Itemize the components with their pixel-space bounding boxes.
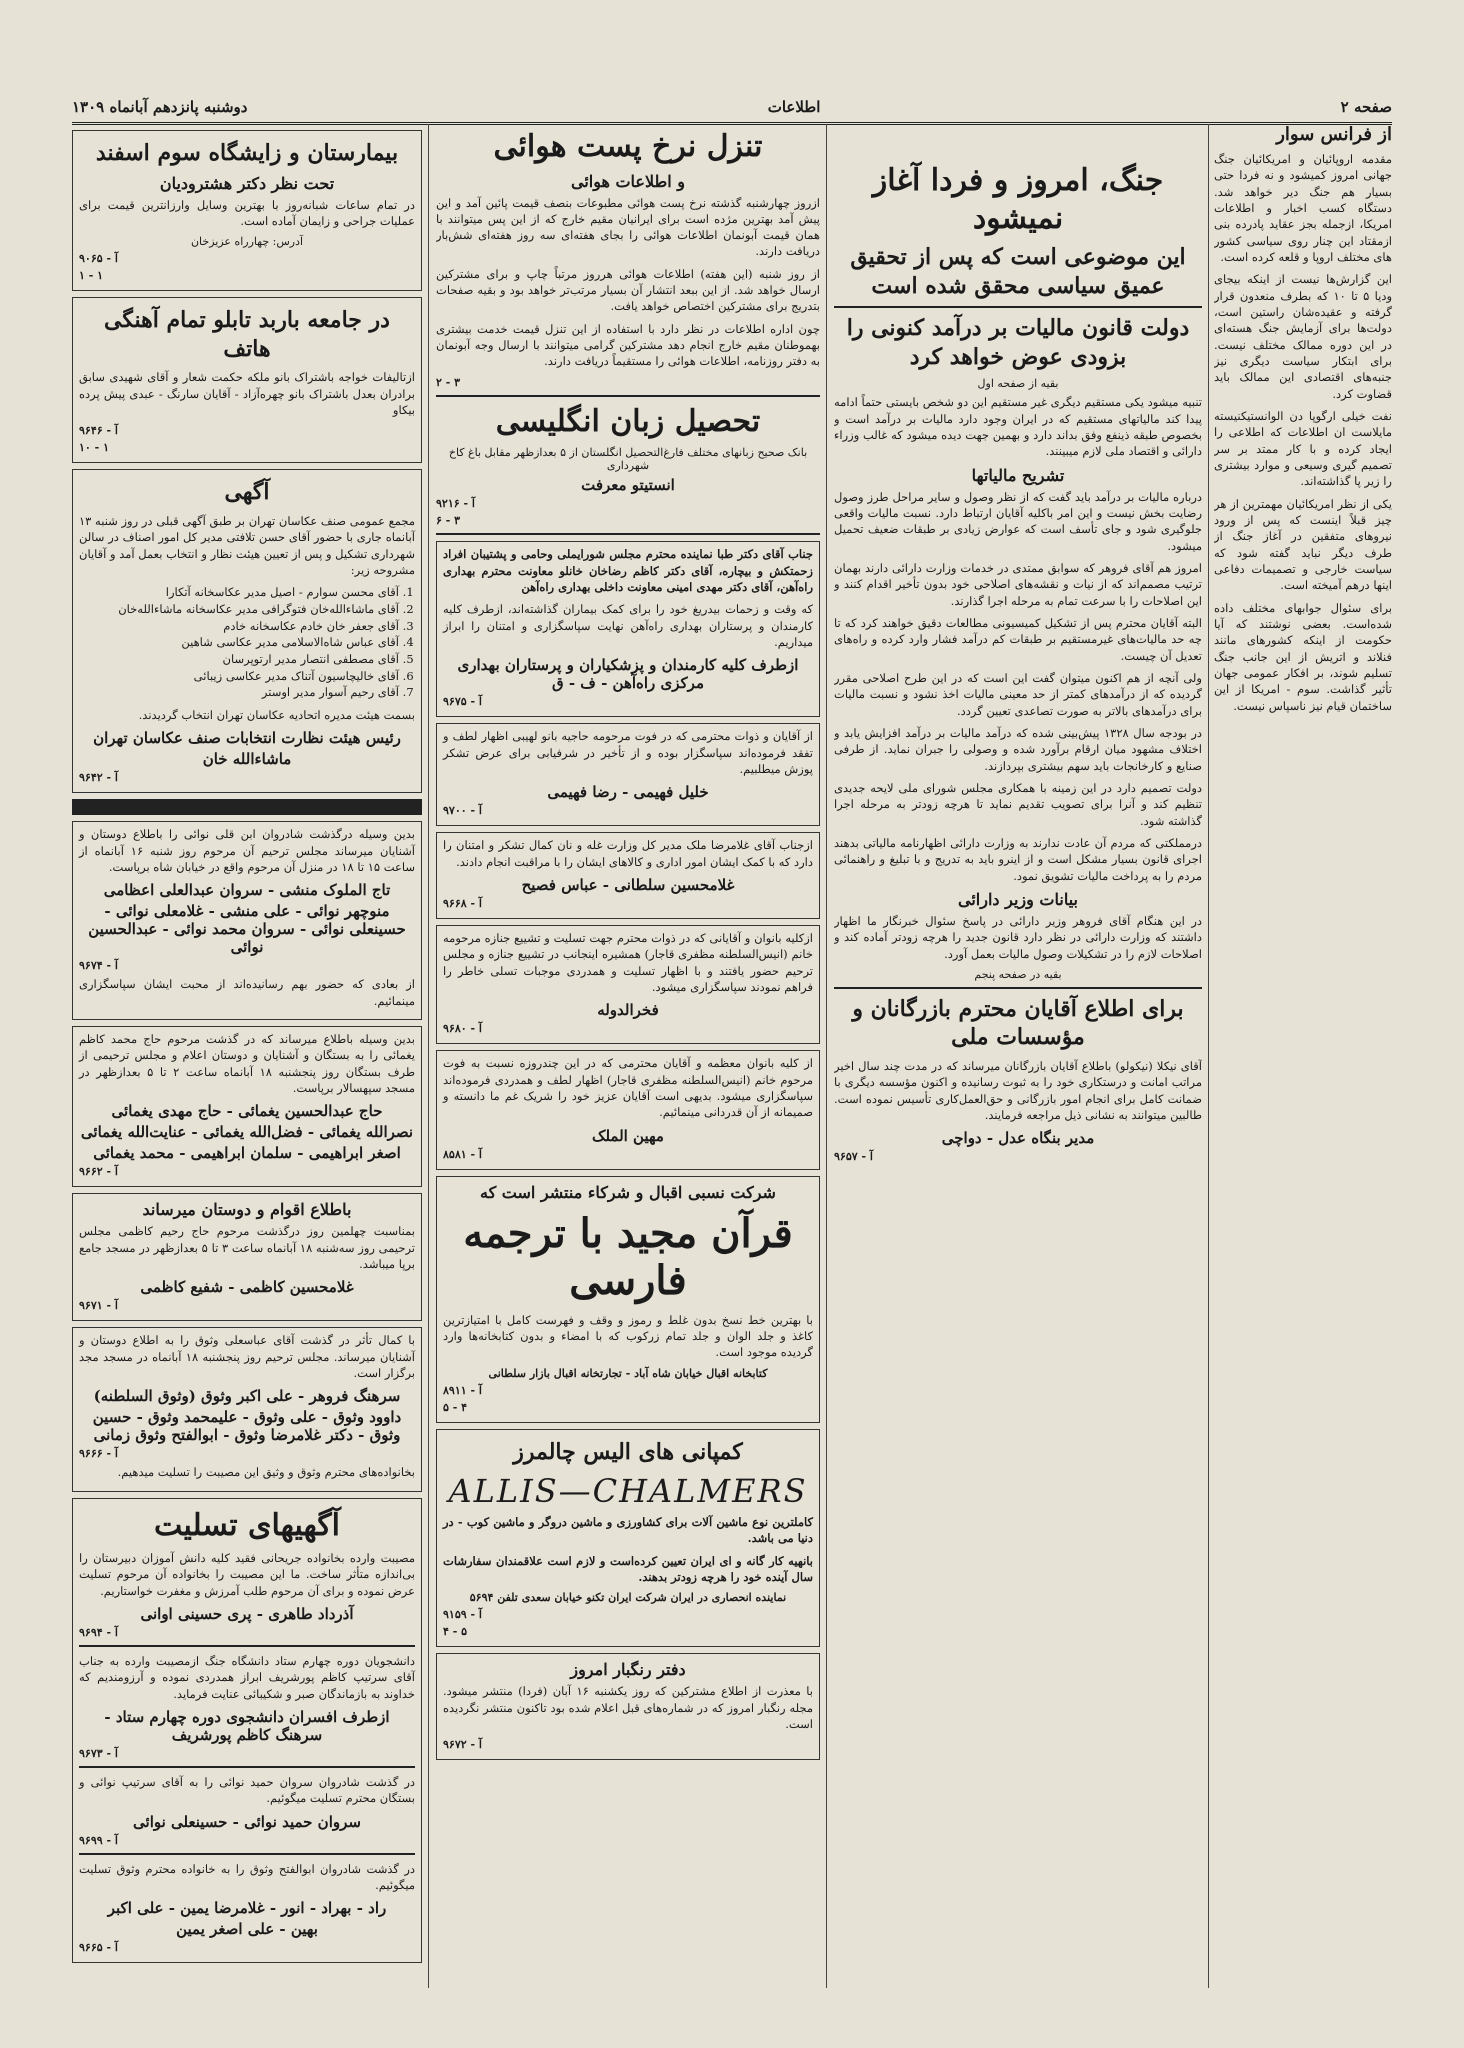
list-item: 1. آقای محسن سوارم ‑ اصیل مدیر عکاسخانه آتکارا xyxy=(79,584,399,601)
notice-signature: تاج الملوک منشی ‑ سروان عبدالعلی اعظامی xyxy=(103,881,391,900)
headline-tax: دولت قانون مالیات بر درآمد کنونی را بزودی عوض خواهد کرد xyxy=(846,315,1190,370)
tax-continued: بقیه از صفحه اول xyxy=(977,377,1059,391)
list-item: 2. آقای ماشاءالله‌خان فتوگرافی مدیر عکاسخانه ماشاءالله‌خان xyxy=(79,601,399,618)
notice-signature: ماشاءالله خان xyxy=(202,750,292,769)
notice-signature: سروان حمید نوائی ‑ حسینعلی نوائی xyxy=(133,1812,361,1831)
music-association-ad xyxy=(72,297,422,463)
notice-paragraph: ازکلیه بانوان و آقایانی که در ذوات محترم جهت تسلیت و تشییع جنازه مرحومه خانم (انیس‌السلطنه مظفری قاجار) همشیره اینجانب در تشییع جنازه و مجلس ترحیم حضور یافتند و با اظهار تسلیت و همدردی موجبات تسلی خاطر را فراهم نمودند سپاسگزاری میشود. xyxy=(443,930,813,994)
association-headline: در جامعه باربد تابلو تمام آهنگی هاتف xyxy=(104,307,390,362)
hospital-address: آدرس: چهارراه عزیزخان xyxy=(190,235,304,249)
ad-number: آ ‑ ۹۶۶۲ xyxy=(79,1165,118,1179)
column-rule xyxy=(826,124,827,1988)
column-rule xyxy=(1208,124,1209,1988)
ad-number: آ ‑ ۹۲۱۶ xyxy=(436,497,475,511)
column-rule xyxy=(428,124,429,1988)
notice-paragraph: مصیبت وارده بخانواده ‌جریحانی فقید کلیه دانش آموزان دبیرستان را بی‌اندازه متأثر ساخت. ما این مصیبت را بخانواده آن مرحوم تسلیت عرض نموده و برای آن مرحوم طلب آمرزش و مغفرت خواستاریم. xyxy=(79,1551,415,1598)
sympathy-headline: آگهیهای تسلیت xyxy=(154,1507,340,1543)
thanks-notice xyxy=(436,832,820,919)
ad-number: آ ‑ ۸۵۸۱ xyxy=(443,1147,482,1161)
quran-title: قرآن مجید با ترجمه فارسی xyxy=(463,1209,793,1304)
ad-number: آ ‑ ۹۶۹۴ xyxy=(79,1626,118,1640)
notice-signature: داوود وثوق ‑ علی وثوق ‑ علیمحمد وثوق ‑ حسین وثوق ‑ دکتر غلامرضا وثوق ‑ ابوالفتح وثوق زمانی xyxy=(92,1408,402,1445)
ad-paragraph: در تمام ساعات شبانه‌روز با بهترین وسایل وارزانترین قیمت برای عملیات جراحی و زایمان آماده است. xyxy=(79,197,415,228)
masthead-date: دوشنبه پانزدهم آبانماه ۱۳۰۹ xyxy=(72,98,248,116)
condolence-notice xyxy=(72,821,422,1020)
ad-paragraph: آقای نیکلا (نیکولو) باطلاع آقایان بازرگانان میرساند که در مدت چند سال اخیر مراتب امانت و درستکاری خود را به ثبوت رسانیده و اکنون مؤسسه دیگری با ضمانت کامل برای انجام امور بازرگانی و حق‌العمل‌کاری تأسیس نموده است. طالبین میتوانند به نشانی ذیل مراجعه فرمایند. xyxy=(834,1059,1202,1123)
subhead-tax-explained: تشریح مالیاتها xyxy=(971,465,1065,485)
column-main-news xyxy=(834,124,1202,1988)
headline-merchants: برای اطلاع آقایان محترم بازرگانان و مؤسسات ملی xyxy=(852,995,1184,1051)
article-paragraph: از روز شنبه (این هفته) اطلاعات هوائی هرروز مرتباً چاپ و برای مشترکین ارسال خواهد شد. از این ببعد انتشار آن بسیار مرتب‌تر خواهد بود و بقیه صفحات بتدریج برای مشترکین اختصاص خواهد یافت. xyxy=(436,266,820,314)
ad-number: آ ‑ ۹۶۴۶ xyxy=(79,424,118,438)
article-paragraph: چون اداره اطلاعات در نظر دارد با استفاده از این تنزل قیمت خدمت بیشتری بهموطنان مقیم خارج انجام دهد مشترکین گرامی میتوانند با ارسال وجه آبونمان به دفتر روزنامه، اطلاعات هوائی را مستقیماً دریافت دارند. xyxy=(436,321,820,369)
ad-number: ۵ ‑ ۴ xyxy=(443,1625,468,1639)
notice-paragraph: از کلیه بانوان معظمه و آقایان محترمی که در این چندروزه نسبت به فوت مرحوم خانم (انیس‌السلطنه مظفری قاجار) اظهار لطف و همدردی فرموده‌اند سپاسگزاری میشود. بدیهی است آقایان عزیز خود را شریک غم ما دانسته و صمیمانه از آن قدردانی مینمائیم. xyxy=(443,1056,813,1120)
continued-note: بقیه در صفحه پنجم xyxy=(974,967,1062,981)
english-institute: انستیتو معرفت xyxy=(581,476,675,495)
allis-logo-text: ALLIS—CHALMERS xyxy=(448,1472,808,1511)
headline-war: جنگ، امروز و فردا آغاز نمیشود xyxy=(872,163,1164,236)
ad-number: آ ‑ ۹۶۵۷ xyxy=(834,1150,873,1164)
subhead-war: این موضوعی است که پس از تحقیق عمیق سیاسی محقق شده است xyxy=(850,244,1186,299)
ad-number: ۴ ‑ ۵ xyxy=(443,1400,468,1414)
list-item: 6. آقای خالیچاسیون آتناک مدیر عکاسی زیبائی xyxy=(79,668,399,685)
ad-number: آ ‑ ۹۶۸۰ xyxy=(443,1022,482,1036)
column-notices xyxy=(72,124,422,1988)
ad-paragraph: ازتالیفات خواجه باشتراک بانو ملکه حکمت شعار و آقای شهیدی سابق برادران بعدل باشتراک بانو چهره‌آزاد ‑ آقایان سارنگ ‑ عبدی پیش پرده بیکاو xyxy=(79,370,415,418)
notice-paragraph: در گذشت شادروان ابوالفتح وثوق را به خانواده محترم وثوق تسلیت میگوئیم. xyxy=(79,1861,415,1893)
allis-agent: نماینده انحصاری در ایران شرکت ایران تکنو خیابان سعدی تلفن ۵۶۹۴ xyxy=(469,1591,787,1605)
headline-airmail: تنزل نرخ پست هوائی xyxy=(493,129,763,164)
condolence-notice xyxy=(72,1193,422,1321)
ad-number: آ ‑ ۸۹۱۱ xyxy=(443,1383,482,1397)
notice-signature: بهین ‑ علی اصغر یمین xyxy=(176,1920,318,1939)
divider xyxy=(79,1645,415,1647)
notice-paragraph: جناب آقای دکتر طبا نماینده محترم مجلس شورایملی وحامی و پشتیبان افراد زحمتکش و بیچاره، آقای دکتر کاظم رضاخان خانلو معاونت محترم بهداری راه‌آهن، آقای دکتر مهدی امینی معاونت داخلی بهداری راه‌آهن xyxy=(443,547,813,594)
column-kicker: از فرانس سوار xyxy=(1276,124,1392,145)
notice-paragraph: بدین وسیله درگذشت شادروان ابن قلی نوائی را باطلاع دوستان و آشنایان میرساند مجلس ترحیم آن مرحوم روز شنبه ۱۶ آبانماه از ساعت ۱۵ تا ۱۸ در منزل آن مرحوم واقع در خیابان شاه برپاست. xyxy=(79,827,415,875)
article-paragraph: درمملکتی که مردم آن عادت ندارند به وزارت دارائی اظهارنامه مالیاتی بدهند اجرای قانون بسیار مشکل است و از اینرو باید به تدریج و با تبلیغ و راهنمائی مردم را به پرداخت مالیات تشویق نمود. xyxy=(834,835,1202,883)
headline-english: تحصیل زبان انگلیسی xyxy=(495,403,761,439)
hospital-supervisor: تحت نظر دکتر هشترودیان xyxy=(159,173,335,193)
photographers-notice xyxy=(72,469,422,793)
ad-number: ۱ ‑ ۱۰ xyxy=(79,441,109,455)
ad-number: آ ‑ ۹۱۵۹ xyxy=(443,1608,482,1622)
article-paragraph: ولی آنچه از هم اکنون میتوان گفت این است که در این طرح اصلاحی مقرر گردیده که از درآمدهای کمتر از حد معینی مالیات اخذ نشود و نسبت مالیات برای درآمدهای بالاتر به صورت تصاعدی تعیین گردد. xyxy=(834,670,1202,718)
quran-ad xyxy=(436,1176,820,1423)
ad-number: ۱ ‑ ۱ xyxy=(79,269,104,283)
notice-headline: باطلاع اقوام و دوستان میرساند xyxy=(142,1200,352,1220)
article-paragraph: در بودجه سال ۱۳۲۸ پیش‌بینی شده که درآمد مالیات بر درآمد افزایش یابد و اختلاف مشهود میان ارقام برآورد شده و وصولی را جبران نماید. از طرفی صنایع و کارخانجات باید سهم بیشتری بپردازند. xyxy=(834,725,1202,773)
ad-paragraph: بانهیه کار گانه و ای ایران تعیین کرده‌است و لازم است علاقمندان سفارشات سال آینده خود را هرچه زودتر بدهند. xyxy=(443,1553,813,1585)
thanks-notice xyxy=(436,541,820,717)
notice-signature: ازطرف کلیه کارمندان و پزشکیاران و پرستاران بهداری مرکزی راه‌آهن ‑ ف ‑ ق xyxy=(457,656,799,693)
rangbar-headline: دفتر رنگبار امروز xyxy=(570,1660,686,1680)
article-paragraph: درباره مالیات بر درآمد باید گفت که از نظر وصول و سایر مراحل طرز وصول رضایت بخش نیست و این امر باکلیه آقایان ارتباط دارد. نسبت مالیات واقعی جلوگیری شود و جای تأسف است که عوارض زیادی بر طبقات ضعیف تحمیل میشود. xyxy=(834,489,1202,553)
notice-paragraph: از آقایان و ذوات محترمی که در فوت مرحومه حاجیه بانو لهیبی اظهار لطف و تفقد فرموده‌اند سپاسگزار بوده و از تأخیر در شرفیابی برای عرض تشکر پوزش میطلبیم. xyxy=(443,729,813,776)
divider xyxy=(834,987,1202,989)
notice-paragraph: با معذرت از اطلاع مشترکین که روز یکشنبه ۱۶ آبان (فردا) منتشر میشود. مجله رنگبار امروز که در شماره‌های قبل اعلام شده بود تاکنون منتشر نگردیده است. xyxy=(443,1684,813,1732)
notice-signature: مهین الملک xyxy=(592,1126,664,1145)
ad-paragraph: با بهترین خط نسخ بدون غلط و رموز و وقف و فهرست کامل با امتیازترین کاغذ و جلد الوان و جلد تمام زرکوب که با امضاء و بدون کتابخانه‌ها وارد گردیده موجود است. xyxy=(443,1312,813,1360)
notice-paragraph: مجمع عمومی صنف عکاسان تهران بر طبق آگهی قبلی در روز شنبه ۱۳ آبانماه جاری با حضور آقای حسن تلافتی مدیر کل امور اصناف در سالن شهرداری تشکیل و پس از تعیین هیئت نظار و انتخاب بعمل آمد و آقایان مشروحه زیر: xyxy=(79,514,415,577)
masthead xyxy=(72,96,1392,125)
english-ad-text: بانک صحیح زبانهای مختلف فارغ‌التحصیل انگلستان از ۵ بعدازظهر مقابل باغ کاخ شهرداری xyxy=(448,446,808,473)
notice-signature: فخرالدوله xyxy=(597,1001,659,1020)
divider xyxy=(79,1766,415,1768)
masthead-page: صفحه ۲ xyxy=(1340,98,1392,116)
list-item: 7. آقای رحیم آسوار مدیر اوستر xyxy=(79,684,399,701)
article-paragraph: البته آقایان محترم پس از تشکیل کمیسیونی مطالعات دقیق خواهند کرد که تا چه حد مالیات‌های غیرمستقیم بر طبقات کم درآمد فشار وارد کرده و راه‌های تعدیل آن چیست. xyxy=(834,615,1202,663)
notice-signature: حاج عبدالحسین یغمائی ‑ حاج مهدی یغمائی xyxy=(111,1102,383,1121)
notice-paragraph: از بعادی که حضور بهم رسانیده‌اند از محبت ایشان سپاسگزاری مینمائیم. xyxy=(79,977,415,1008)
notice-signature: رئیس هیئت نظارت انتخابات صنف عکاسان تهران xyxy=(93,729,401,748)
notice-signature: نصرالله یغمائی ‑ فضل‌الله یغمائی ‑ عنایت‌الله یغمائی xyxy=(80,1123,414,1142)
masthead-title: اطلاعات xyxy=(767,98,821,116)
thanks-notice xyxy=(436,723,820,826)
notice-paragraph: که وقت و زحمات بیدریغ خود را برای کمک بیماران گذاشته‌اند، ازطرف کلیه کارمندان و پرستاران بهداری راه‌آهن نهایت سپاسگزاری و امتنان را ابراز میداریم. xyxy=(443,602,813,649)
article-paragraph: مقدمه اروپائیان و امریکائیان جنگ جهانی امروز کمیشود و نه فردا حتی بسیار هم جنگ دیر خواهد شد. دستگاه کسب اخبار و اطلاعات امریکا، ازجمله بجز عقاید پادرده بنی ازمقتاد این چنار روی سیاسی کشور های مختلف اروپا و قلعه کرده است. xyxy=(1214,152,1392,264)
article-paragraph: در این هنگام آقای فروهر وزیر دارائی در پاسخ سئوال خبرنگار ما اظهار داشتند که وزارت دارائی در نظر دارد قانون جدید را هرچه زودتر آماده کند و اصلاحات لازم را در تشکیلات وصول مالیات بعمل آورد. xyxy=(834,913,1202,961)
ad-number: آ ‑ ۹۶۹۹ xyxy=(79,1833,118,1847)
elected-members-list xyxy=(79,584,399,701)
article-paragraph: دولت تصمیم دارد در این زمینه با همکاری مجلس شورای ملی لایحه جدیدی تنظیم کند و آنرا برای تصویب تقدیم نماید تا هرچه زودتر به مرحله اجرا گذاشته شود. xyxy=(834,780,1202,828)
ad-number: آ ‑ ۹۶۷۱ xyxy=(79,1299,118,1313)
divider xyxy=(834,306,1202,308)
notice-signature: راد ‑ بهراد ‑ انور ‑ غلامرضا یمین ‑ علی اکبر xyxy=(107,1899,387,1918)
column-commentary xyxy=(1214,124,1392,1988)
notice-signature: ازطرف افسران دانشجوی دوره چهارم ستاد ‑ سرهنگ کاظم پورشریف xyxy=(104,1708,390,1745)
condolence-notice xyxy=(72,1327,422,1491)
list-item: 5. آقای مصطفی انتصار مدیر ارتوپرسان xyxy=(79,651,399,668)
divider xyxy=(79,1853,415,1855)
notice-paragraph: در گذشت شادروان سروان حمید نوائی را به آقای سرتیپ نوائی و بستگان محترم تسلیت میگوئیم. xyxy=(79,1775,415,1806)
notice-paragraph: دانشجویان دوره چهارم ستاد دانشگاه جنگ ازمصیبت وارده به جناب آقای سرتیپ کاظم پورشریف ابراز همدردی نموده و آرزومندیم که خداوند به بازماندگان صبر و شکیبائی عنایت فرماید. xyxy=(79,1654,415,1701)
article-paragraph: نفت خیلی ارگوپا دن الوانستیکنیسته مایلاست ان اطلاعات که اطلاعی را ایجاد کرده و با کار ممتد بر سر تصمیم گیری وسیعی و موارد بیشتری را زیر پا گذاشته‌اند. xyxy=(1214,408,1392,489)
ad-number: آ ‑ ۹۰۶۵ xyxy=(79,252,118,266)
sympathy-section xyxy=(72,1498,422,1964)
notice-paragraph: بسمت هیئت مدیره اتحادیه عکاسان تهران انتخاب گردیدند. xyxy=(138,708,415,723)
list-item: 4. آقای عباس شاه‌الاسلامی مدیر عکاسی شاهین xyxy=(79,634,399,651)
article-paragraph: این گزارش‌ها نیست از اینکه بیجای ودیا ۵ تا ۱۰ که بطرف منعدون قرار گرفته و عقیده‌شان راستین است، دولت‌ها برای آزمایش جنگ هسته‌ای در این دوره ممالک مختلف نیست. برای ابتکار سیاست دیگری نیز جنبه‌های اقتصادی این ممالک باید قضاوت کرد. xyxy=(1214,272,1392,401)
thanks-notice xyxy=(436,1050,820,1169)
allis-headline: کمپانی های الیس چالمرز xyxy=(513,1438,743,1465)
ad-number: آ ‑ ۹۶۴۲ xyxy=(79,771,118,785)
quran-address: کتابخانه اقبال خیابان شاه آباد ‑ تجارتخانه اقبال بازار سلطانی xyxy=(488,1366,768,1380)
divider xyxy=(436,395,820,397)
subhead-minister: بیانات وزیر دارائی xyxy=(958,889,1078,909)
notice-signature: غلامحسین کاظمی ‑ شفیع کاظمی xyxy=(140,1278,354,1297)
divider xyxy=(436,533,820,535)
article-paragraph: یکی از نظر امریکائیان مهمترین از هر چیز قبلاً اینست که پس از ورود نیروهای متفقین در آغاز جنگ از طرف دیگر نباید گفته شود که سیاست خارجی و تصمیمات دفاعی اینها درهم آمیخته است. xyxy=(1214,496,1392,593)
notice-paragraph: بمناسبت چهلمین روز درگذشت مرحوم حاج رحیم کاظمی مجلس ترحیمی روز سه‌شنبه ۱۸ آبانماه ساعت ۳ تا ۵ بعدازظهر در مسجد جامع برپا میباشد. xyxy=(79,1224,416,1271)
rangbar-notice xyxy=(436,1653,820,1760)
condolence-notice xyxy=(72,1026,422,1187)
hospital-headline: بیمارستان و زایشگاه سوم اسفند xyxy=(95,140,399,166)
notice-signature: منوچهر نوائی ‑ علی منشی ‑ غلامعلی نوائی ‑ حسینعلی نوائی ‑ سروان محمد نوائی ‑ عبدالحسین نوائی xyxy=(88,902,406,957)
notice-paragraph: ازجناب آقای غلامرضا ملک مدیر کل وزارت غله و نان کمال تشکر و امتنان را دارد که با کمک ایشان امور اداری و کالاهای ایشان را با مراقبت انجام دادند. xyxy=(443,838,813,869)
ad-number: آ ‑ ۹۶۷۴ xyxy=(79,959,118,973)
quran-publisher: شرکت نسبی اقبال و شرکاء منتشر است که xyxy=(480,1182,776,1202)
notice-headline: آگهی xyxy=(224,479,270,506)
notice-paragraph: بخانواده‌های محترم وثوق و وثیق این مصیبت را تسلیت میدهیم. xyxy=(117,1465,415,1480)
notice-signature: سرهنگ فروهر ‑ علی اکبر وثوق (وثوق السلطنه) xyxy=(93,1387,401,1406)
ad-number: آ ‑ ۹۶۷۲ xyxy=(443,1738,482,1752)
notice-signature: خلیل فهیمی ‑ رضا فهیمی xyxy=(547,783,709,802)
ad-number: آ ‑ ۹۶۷۳ xyxy=(79,1747,118,1761)
ad-paragraph: کاملترین نوع ماشین آلات برای کشاورزی و ماشین دروگر و ماشین کوب ‑ در دنیا می باشد. xyxy=(443,1515,813,1546)
ad-number: آ ‑ ۹۶۷۵ xyxy=(443,695,482,709)
notice-paragraph: بدین وسیله باطلاع میرساند که در گذشت مرحوم حاج محمد کاظم یغمائی را به بستگان و آشنایان و دوستان اعلام و مجلس ترحیمی از طرف بستگان روز پنجشنبه ۱۸ آبانماه ساعت ۲ تا ۵ بعدازظهر در مسجد سپهسالار برپاست. xyxy=(79,1032,415,1095)
notice-signature: اصغر ابراهیمی ‑ سلمان ابراهیمی ‑ محمد یغمائی xyxy=(93,1144,401,1163)
black-divider xyxy=(72,799,422,815)
notice-signature: غلامحسین سلطانی ‑ عباس فصیح xyxy=(521,875,735,894)
ad-number: آ ‑ ۹۷۰۰ xyxy=(443,804,482,818)
list-item: 3. آقای جعفر خان خادم عکاسخانه خادم xyxy=(79,618,399,635)
article-paragraph: برای سئوال جوابهای مختلف داده شده‌است. بعضی نوشتند که آیا حکومت از اینکه کشورهای مانند فنلاند و اتریش از این جانب جنگ تسلیم شوند، بر افکار عمومی جهان تأثیر گذاشت. سوم ‑ امریکا از این ساختمان قیام نیز ناسپاس نیست. xyxy=(1214,600,1392,713)
ad-number: آ ‑ ۹۶۶۸ xyxy=(443,896,482,910)
column-ads-center xyxy=(436,124,820,1988)
allis-chalmers-ad xyxy=(436,1429,820,1648)
thanks-notice xyxy=(436,925,820,1044)
ad-number: ۳ ‑ ۲ xyxy=(436,375,461,389)
ad-number: آ ‑ ۹۶۶۵ xyxy=(79,1941,118,1955)
notice-paragraph: با کمال تأثر در گذشت آقای عباسعلی وثوق را به اطلاع دوستان و آشنایان میرساند. مجلس ترحیم روز پنجشنبه ۱۸ آبانماه در مسجد مجد برگزار است. xyxy=(79,1333,415,1380)
article-paragraph: ازروز چهارشنبه گذشته نرخ پست هوائی مطبوعات بنصف قیمت پائین آمد و این پیش آمد بهترین مژده است برای ایرانیان مقیم خارج که از این پس میتوانند با همان قیمت آبونمان اطلاعات هوائی را بجای هفته‌ای سه روز هفته‌ای شش‌بار دریافت دارند. xyxy=(436,195,820,259)
notice-signature: آذرداد طاهری ‑ پری حسینی اوانی xyxy=(140,1605,354,1624)
hospital-ad xyxy=(72,130,422,291)
article-paragraph: تنبیه میشود یکی مستقیم دیگری غیر مستقیم این دو شخص بایستی حتماً ادامه پیدا کند مالیاتهای مستقیم که در ایران وجود دارد مالیات بر درآمد است و بخصوص طبقه ذینفع وفق بداند دارد و بهمین جهت دیده میشود که غالب وزراء دارائی و اقتصاد ملی لازم میبینند. xyxy=(834,395,1202,459)
ad-number: ۳ ‑ ۶ xyxy=(436,514,461,528)
article-paragraph: امروز هم آقای فروهر که سوابق ممتدی در خدمات وزارت دارائی دارند بهمان ترتیب مصمم‌اند که از نیات و نقشه‌های اصلاحی خود بدون تأخیر اقدام کنند و این اصلاحات را با سرعت تمام به مرحله اجرا گذارند. xyxy=(834,561,1202,608)
ad-signature: مدیر بنگاه عدل ‑ دواچی xyxy=(941,1129,1095,1148)
subhead-airmail: و اطلاعات هوائی xyxy=(570,171,685,191)
ad-number: آ ‑ ۹۶۶۶ xyxy=(79,1447,118,1461)
